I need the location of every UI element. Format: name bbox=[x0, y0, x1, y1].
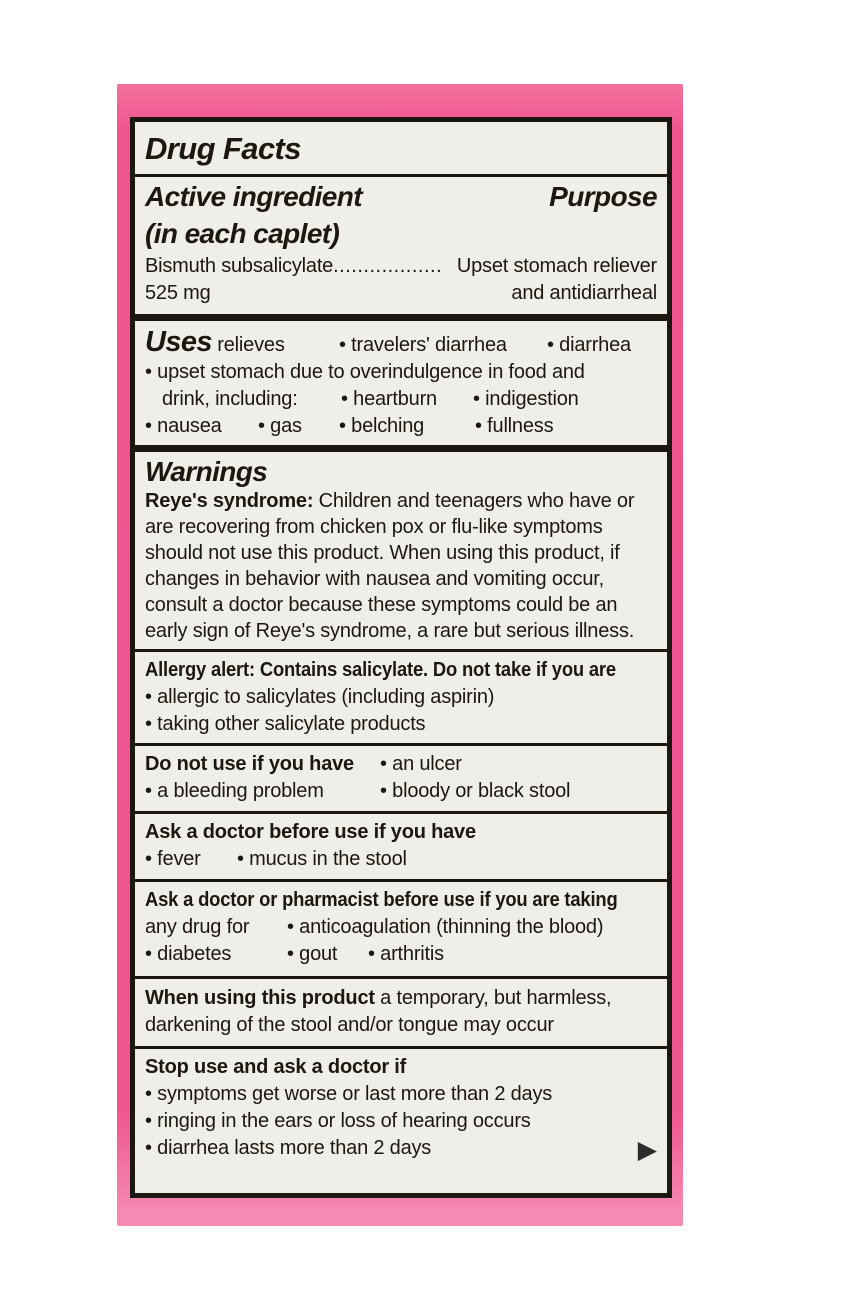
do-not-use-row-1 bbox=[145, 751, 657, 778]
active-ingredient-section bbox=[135, 177, 667, 321]
reyes-syndrome-text: Children and teenagers who have or are recovering from chicken pox or flu-like symptoms should not use this product. When using this product, if changes in behavior with nausea and vomiting occur, consult a doctor because these symptoms could be an early sign of Reye's syndrome, a rare but serious illness. bbox=[145, 490, 635, 642]
when-using-section bbox=[135, 979, 667, 1049]
ask-pharmacist-section bbox=[135, 882, 667, 979]
item-arthritis: • arthritis bbox=[368, 943, 444, 965]
allergy-alert-text: Allergy alert: Contains salicylate. Do not take if you are bbox=[145, 659, 616, 681]
any-drug-for: any drug for bbox=[145, 916, 250, 938]
item-anticoagulation: • anticoagulation (thinning the blood) bbox=[287, 916, 604, 938]
when-using-paragraph bbox=[145, 985, 657, 1039]
pepto-box-front bbox=[117, 84, 683, 1226]
uses-row-1 bbox=[145, 326, 657, 359]
amount-row bbox=[145, 280, 657, 307]
uses-relieves: relieves bbox=[217, 334, 285, 356]
do-not-use-bloody-stool: • bloody or black stool bbox=[380, 780, 571, 802]
do-not-use-row-2 bbox=[145, 778, 657, 805]
uses-item-travelers-diarrhea: • travelers' diarrhea bbox=[339, 334, 507, 356]
allergy-bullet-salicylate-products: • taking other salicylate products bbox=[145, 713, 426, 735]
drug-facts-header bbox=[135, 122, 667, 177]
uses-item-heartburn: • heartburn bbox=[341, 388, 437, 410]
stop-use-bullet-diarrhea: • diarrhea lasts more than 2 days bbox=[145, 1137, 432, 1159]
uses-item-indigestion: • indigestion bbox=[473, 388, 579, 410]
when-using-text: a temporary, but harmless, darkening of the stool and/or tongue may occur bbox=[145, 987, 612, 1036]
uses-item-diarrhea: • diarrhea bbox=[547, 334, 631, 356]
active-ingredient-subheading: (in each caplet) bbox=[145, 218, 340, 249]
stop-use-section bbox=[135, 1049, 667, 1166]
uses-item-gas: • gas bbox=[258, 415, 302, 437]
uses-drink-including: drink, including: bbox=[162, 388, 298, 410]
item-gout: • gout bbox=[287, 943, 338, 965]
warnings-section bbox=[135, 452, 667, 652]
uses-row-4 bbox=[145, 413, 657, 440]
do-not-use-heading: Do not use if you have bbox=[145, 753, 354, 775]
uses-heading-group bbox=[145, 326, 285, 359]
item-diabetes: • diabetes bbox=[145, 943, 232, 965]
uses-line-2: • upset stomach due to overindulgence in food and bbox=[145, 361, 585, 383]
stop-use-bullet-ringing: • ringing in the ears or loss of hearing occurs bbox=[145, 1110, 531, 1132]
ask-pharmacist-heading bbox=[145, 887, 657, 914]
ingredient-row bbox=[145, 253, 657, 280]
uses-item-belching: • belching bbox=[339, 415, 425, 437]
stop-use-bullet-symptoms: • symptoms get worse or last more than 2 days bbox=[145, 1083, 553, 1105]
allergy-alert-heading bbox=[145, 657, 657, 684]
drug-facts-title: Drug Facts bbox=[145, 131, 301, 166]
leader-dots: .................. bbox=[333, 255, 443, 277]
reyes-syndrome-paragraph bbox=[145, 488, 657, 644]
uses-row-3 bbox=[145, 386, 657, 413]
ask-doctor-section bbox=[135, 814, 667, 882]
active-ingredient-heading: Active ingredient bbox=[145, 181, 362, 212]
ask-pharmacist-row-3 bbox=[145, 941, 657, 968]
ask-doctor-fever: • fever bbox=[145, 848, 201, 870]
ask-pharmacist-text: Ask a doctor or pharmacist before use if you are taking bbox=[145, 889, 618, 911]
ask-doctor-row bbox=[145, 846, 657, 873]
warnings-heading: Warnings bbox=[145, 456, 268, 487]
uses-item-nausea: • nausea bbox=[145, 415, 222, 437]
do-not-use-bleeding: • a bleeding problem bbox=[145, 780, 324, 802]
ask-doctor-mucus: • mucus in the stool bbox=[237, 848, 407, 870]
allergy-alert-section bbox=[135, 652, 667, 746]
ask-pharmacist-row-2 bbox=[145, 914, 657, 941]
drug-facts-label bbox=[130, 117, 672, 1198]
ingredient-name: Bismuth subsalicylate bbox=[145, 255, 334, 277]
continue-arrow-icon: ▶ bbox=[637, 1135, 657, 1164]
uses-heading: Uses bbox=[145, 326, 212, 358]
stop-use-heading: Stop use and ask a doctor if bbox=[145, 1056, 407, 1078]
do-not-use-section bbox=[135, 746, 667, 814]
when-using-label: When using this product bbox=[145, 987, 375, 1009]
ask-doctor-heading: Ask a doctor before use if you have bbox=[145, 821, 476, 843]
ingredient-amount: 525 mg bbox=[145, 282, 211, 304]
purpose-text-2: and antidiarrheal bbox=[511, 282, 657, 304]
do-not-use-ulcer: • an ulcer bbox=[380, 753, 462, 775]
purpose-heading: Purpose bbox=[549, 181, 657, 212]
uses-section bbox=[135, 321, 667, 452]
reyes-syndrome-label: Reye's syndrome: bbox=[145, 490, 314, 512]
active-purpose-row bbox=[145, 179, 657, 215]
allergy-bullet-aspirin: • allergic to salicylates (including aspirin) bbox=[145, 686, 495, 708]
purpose-text-1: Upset stomach reliever bbox=[456, 255, 657, 277]
uses-item-fullness: • fullness bbox=[475, 415, 554, 437]
